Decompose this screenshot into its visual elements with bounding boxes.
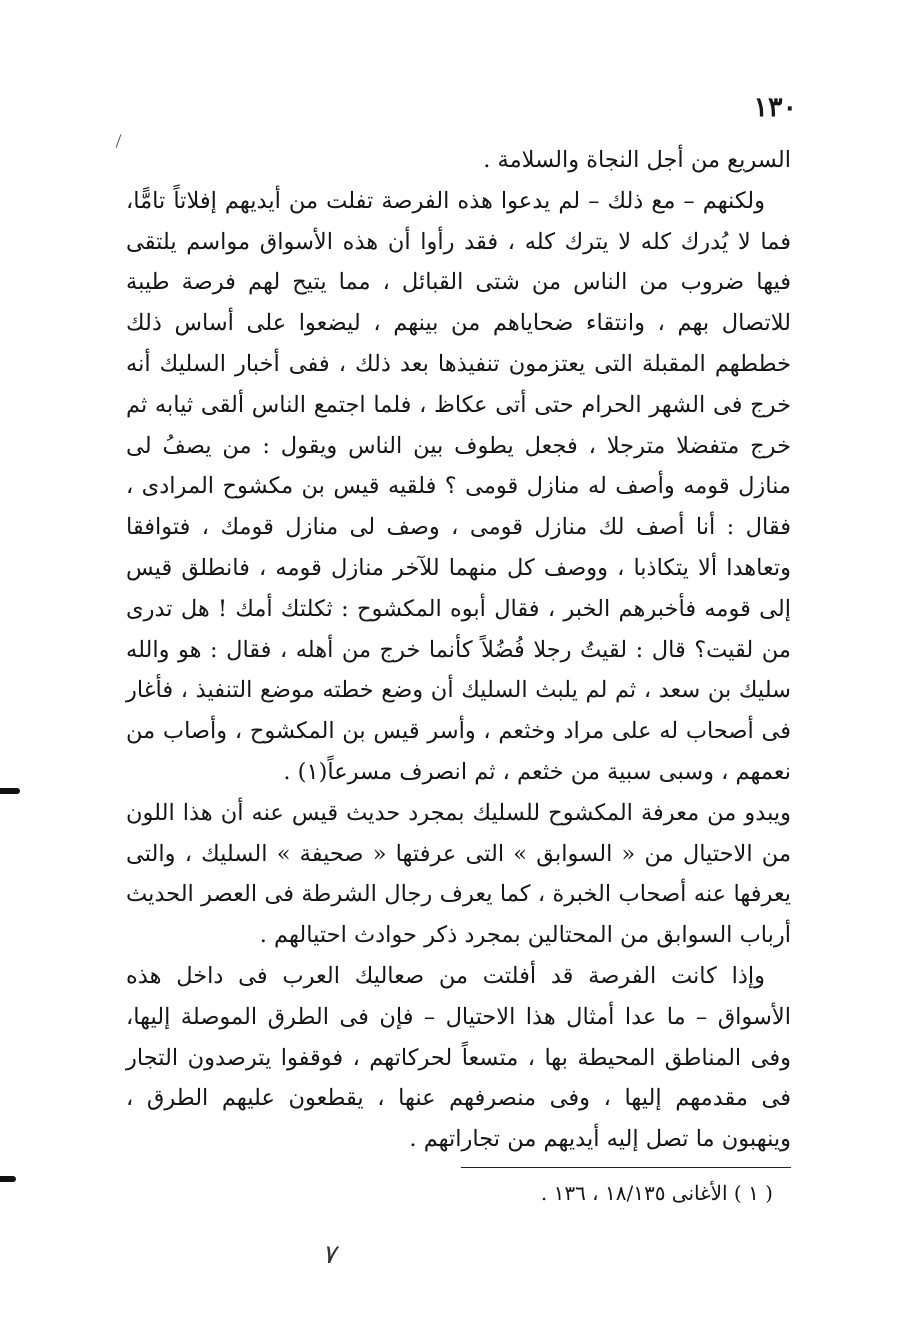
scan-binding-mark bbox=[0, 1176, 16, 1182]
page-number: ١٣٠ bbox=[753, 92, 797, 123]
footer-mark: ٧ bbox=[322, 1240, 336, 1270]
scan-binding-mark bbox=[0, 788, 20, 794]
paragraph: السريع من أجل النجاة والسلامة . bbox=[483, 147, 791, 173]
paragraph: ولكنهم – مع ذلك – لم يدعوا هذه الفرصة تفلت من أيديهم إفلاتاً تامًّا، فما لا يُدرك كله لا يترك كله ، فقد رأوا أن هذه الأسواق مواسم يلتقى فيها ضروب من الناس من شتى القبائل ، مما يتيح لهم فرصة طيبة للاتصال بهم ، وانتقاء ضحاياهم من بينهم ، ليضعوا على أساس ذلك خططهم المقبلة التى يعتزمون تنفيذها بعد ذلك ، ففى أخبار السليك أنه خرج فى الشهر الحرام حتى أتى عكاظ ، فلما اجتمع الناس ألقى ثيابه ثم خرج متفضلا مترجلا ، فجعل يطوف بين الناس ويقول : من يصفُ لى منازل قومه وأصف له منازل قومى ؟ فلقيه قيس بن مكشوح المرادى ، فقال : أنا أصف لك منازل قومى ، وصف لى منازل قومك ، فتوافقا وتعاهدا ألا يتكاذبا ، ووصف كل منهما للآخر منازل قومه ، فانطلق قيس إلى قومه فأخبرهم الخبر ، فقال أبوه المكشوح : ثكلتك أمك ! هل تدرى من لقيت؟ قال : لقيتُ رجلا فُضُلاً كأنما خرج من أهله ، فقال : هو والله سليك بن سعد ، ثم لم يلبث السليك أن وضع خطته موضع التنفيذ ، فأغار فى أصحاب له على مراد وخثعم ، وأسر قيس بن المكشوح ، وأصاب من نعمهم ، وسبى سبية من خثعم ، ثم انصرف مسرعاً(١) . bbox=[126, 187, 791, 785]
paragraph: ويبدو من معرفة المكشوح للسليك بمجرد حديث قيس عنه أن هذا اللون من الاحتيال من « السوابق » التى عرفتها « صحيفة » السليك ، والتى يعرفها عنه أصحاب الخبرة ، كما يعرف رجال الشرطة فى العصر الحديث أرباب السوابق من المحتالين بمجرد ذكر حوادث احتيالهم . bbox=[126, 799, 791, 949]
paragraph: وإذا كانت الفرصة قد أفلتت من صعاليك العرب فى داخل هذه الأسواق – ما عدا أمثال هذا الاحتيال – فإن فى الطرق الموصلة إليها، وفى المناطق المحيطة بها ، متسعاً لحركاتهم ، فوقفوا يترصدون التجار فى مقدمهم إليها ، وفى منصرفهم عنها ، يقطعون عليهم الطرق ، وينهبون ما تصل إليه أيديهم من تجاراتهم . bbox=[126, 962, 791, 1153]
footnote: ( ١ ) الأغانى ١٨/١٣٥ ، ١٣٦ . bbox=[540, 1181, 773, 1205]
footnote-divider bbox=[461, 1167, 791, 1168]
scan-speck bbox=[116, 134, 122, 147]
body-text bbox=[126, 140, 791, 1160]
